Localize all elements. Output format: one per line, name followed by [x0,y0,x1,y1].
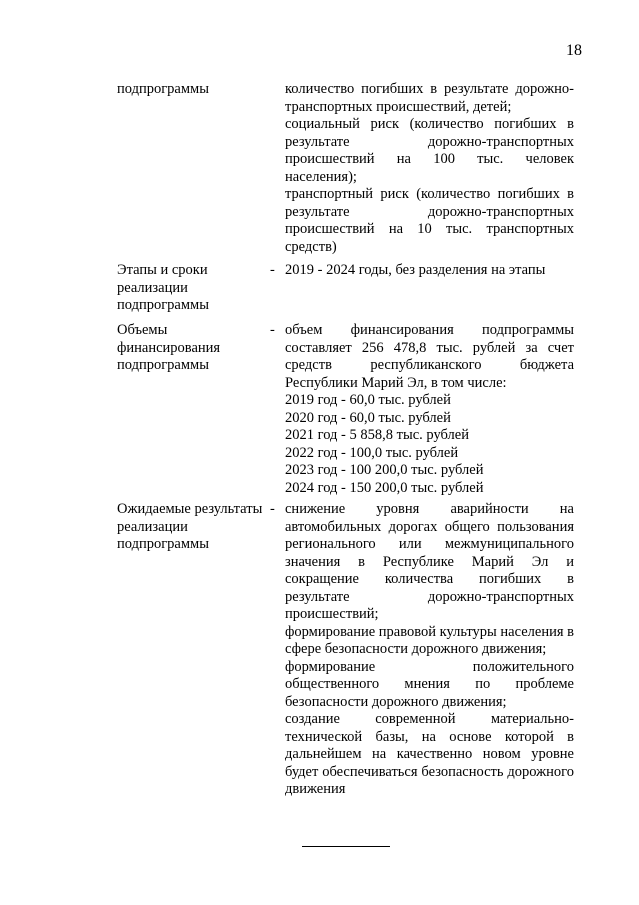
row-label: подпрограммы [117,81,209,97]
page-number: 18 [566,42,582,59]
paragraph: транспортный риск (количество погибших в результате дорожно-транспортных происшествий на 10 тыс. транспортных средств) [285,186,574,255]
row-dash: - [270,262,275,278]
paragraph: объем финансирования подпрограммы составляет 256 478,8 тыс. рублей за счет средств республиканского бюджета Республики Марий Эл, в том числе: [285,322,574,391]
row-label: Объемы финансирования подпрограммы [117,322,221,373]
financing-line: 2019 год - 60,0 тыс. рублей [285,392,451,408]
row-label: Этапы и сроки реализации подпрограммы [117,262,209,313]
row-label: Ожидаемые результаты реализации подпрограммы [117,501,263,552]
row-content [285,322,574,497]
financing-line: 2024 год - 150 200,0 тыс. рублей [285,479,484,496]
financing-line: 2022 год - 100,0 тыс. рублей [285,444,459,461]
financing-line: 2020 год - 60,0 тыс. рублей [285,409,451,426]
paragraph: формирование правовой культуры населения в сфере безопасности дорожного движения; [285,623,574,657]
paragraph: социальный риск (количество погибших в результате дорожно-транспортных происшествий на 100 тыс. человек населения); [285,116,574,185]
row-content [285,501,574,799]
row-content [285,262,574,280]
paragraph: 2019 - 2024 годы, без разделения на этапы [285,262,546,278]
row-dash: - [270,322,275,338]
row-dash: - [270,501,275,517]
financing-line: 2023 год - 100 200,0 тыс. рублей [285,462,484,478]
footer-rule [302,846,390,847]
paragraph: количество погибших в результате дорожно-транспортных происшествий, детей; [285,81,574,115]
paragraph: формирование положительного общественного мнения по проблеме безопасности дорожного движения; [285,658,574,710]
paragraph: создание современной материально-технической базы, на основе которой в дальнейшем на качественно новом уровне будет обеспечиваться безопасность дорожного движения [285,711,574,797]
financing-line: 2021 год - 5 858,8 тыс. рублей [285,427,469,443]
paragraph: снижение уровня аварийности на автомобильных дорогах общего пользования регионального или межмуниципального значения в Республике Марий Эл и сокращение количества погибших в результате дорожно-транспортных происшествий; [285,501,574,622]
row-content [285,81,574,256]
